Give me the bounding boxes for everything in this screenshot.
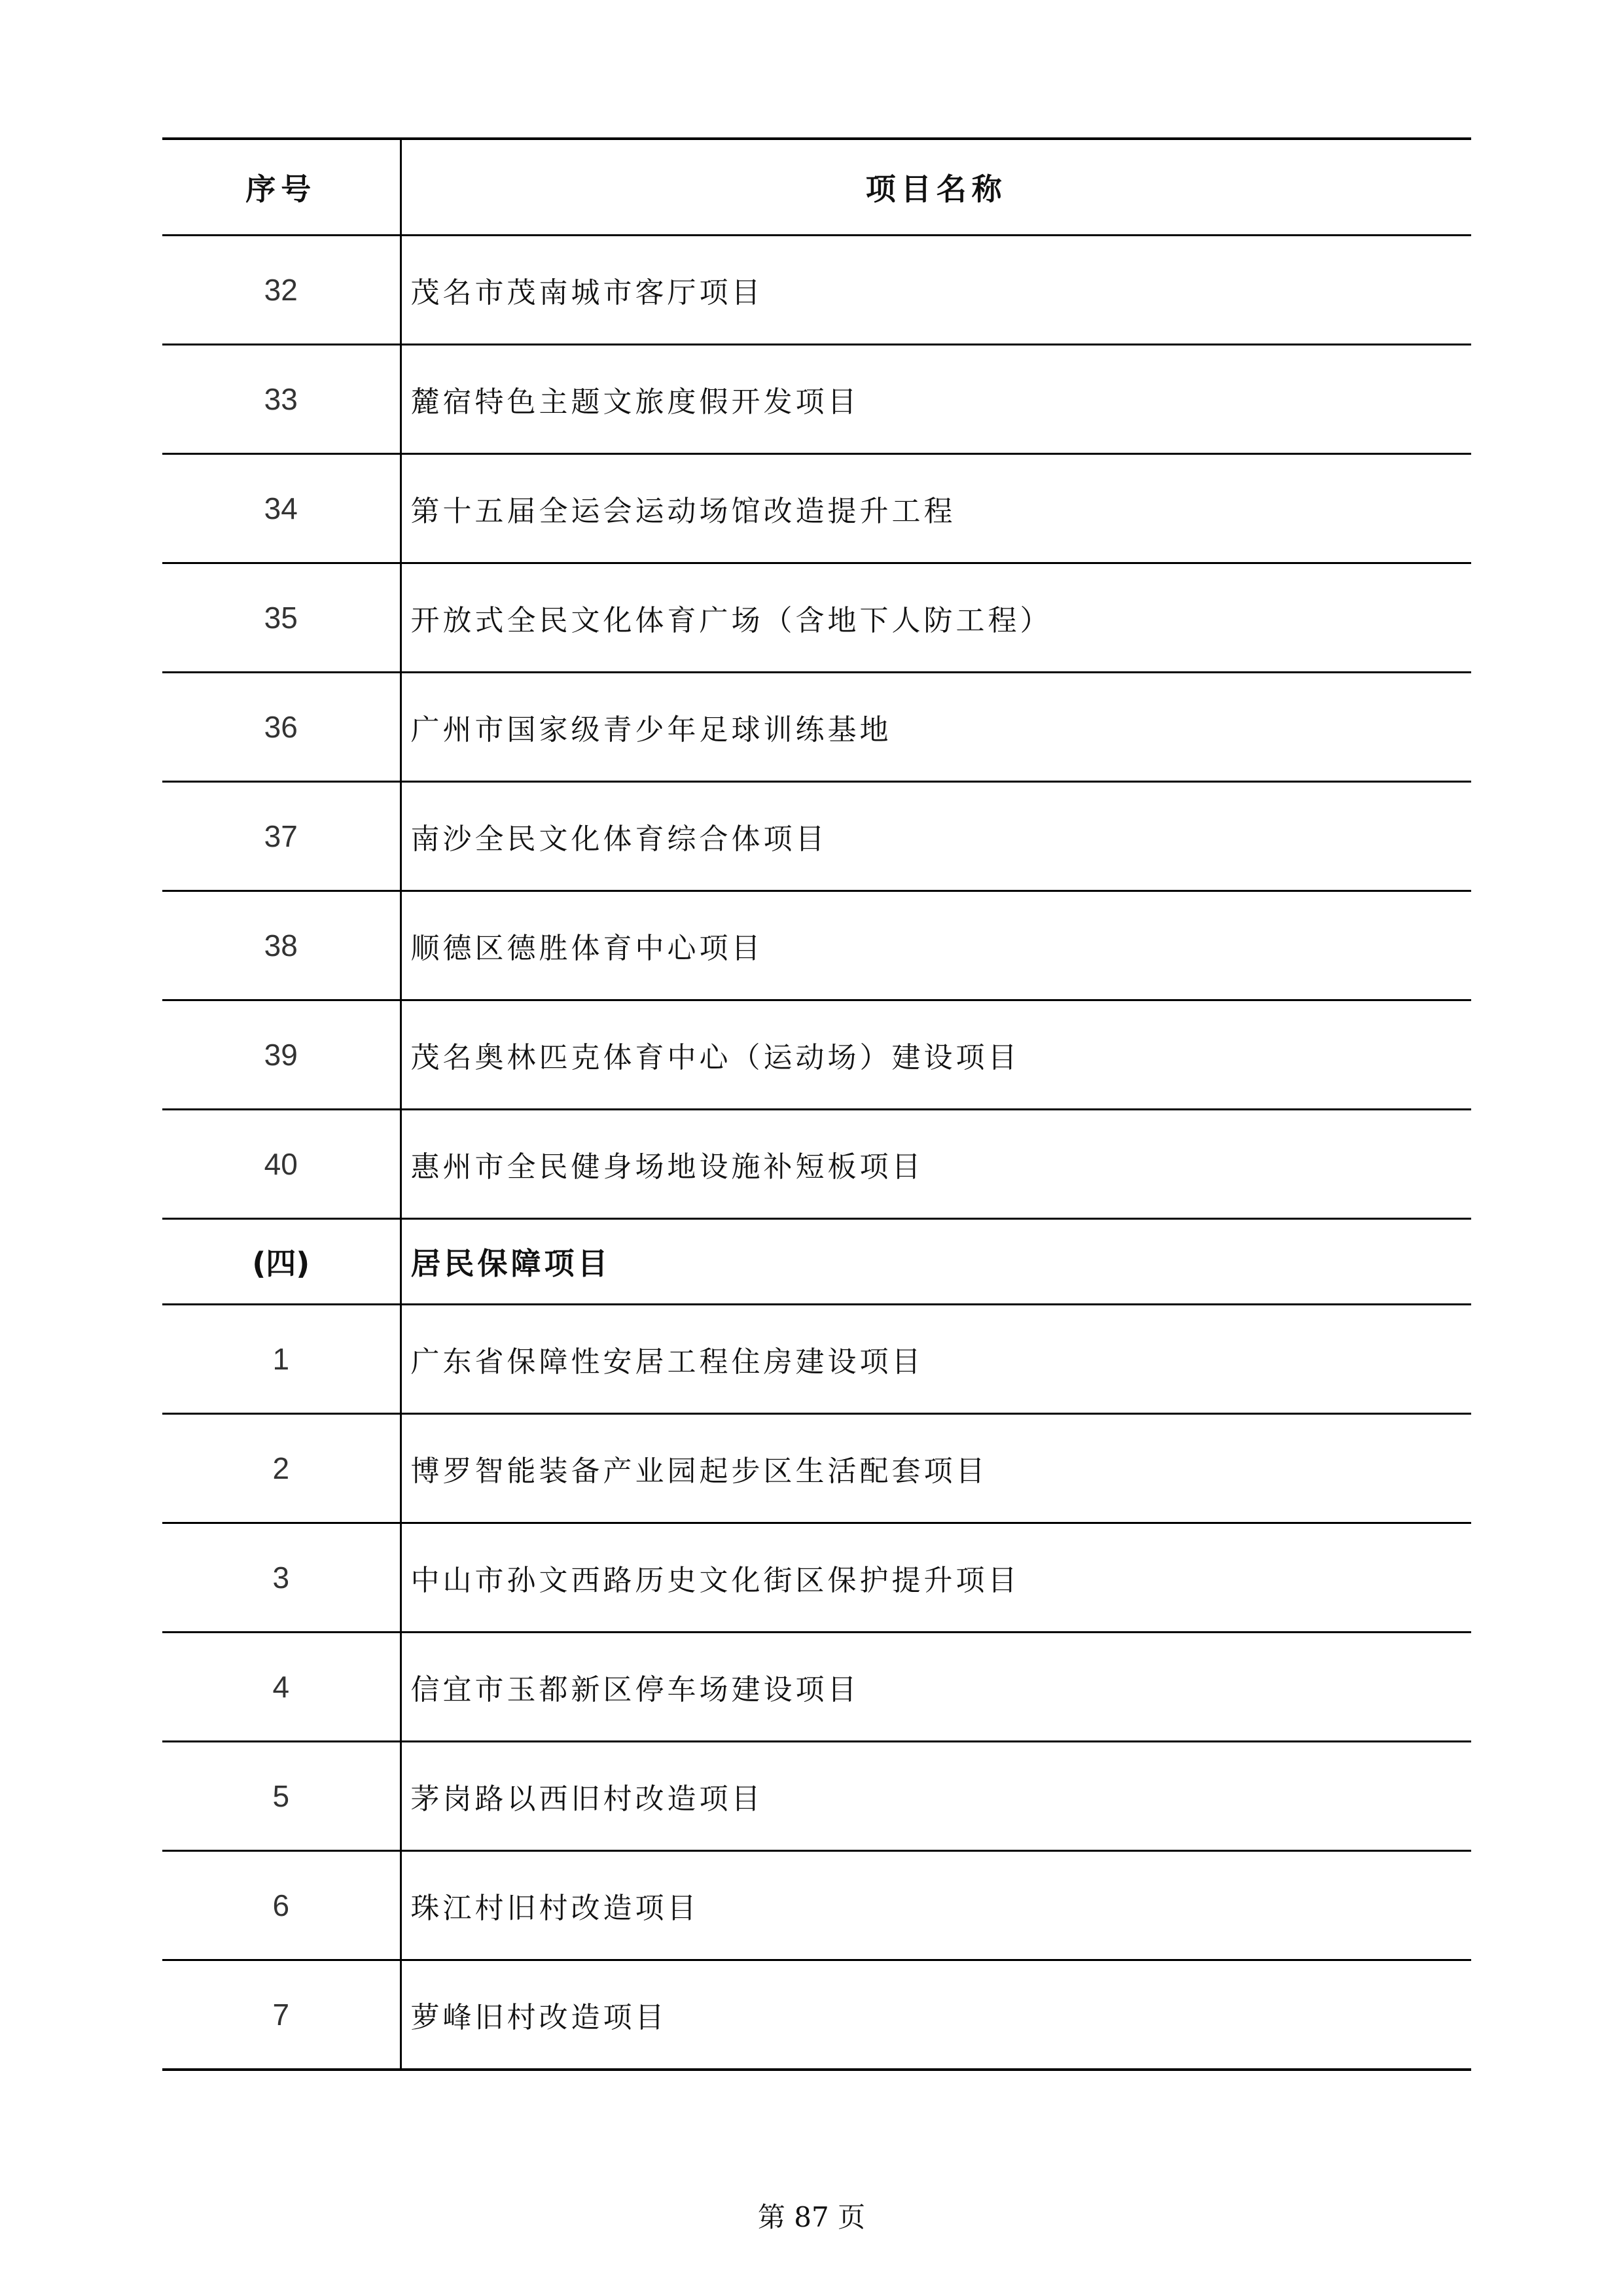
row-project-name: 麓宿特色主题文旅度假开发项目 xyxy=(410,385,860,419)
row-project-name: 广东省保障性安居工程住房建设项目 xyxy=(410,1345,924,1379)
header-seq: 序号 xyxy=(162,139,401,236)
table-row xyxy=(162,1523,1471,1633)
row-project-name: 萝峰旧村改造项目 xyxy=(410,2001,668,2034)
table-body xyxy=(162,236,1471,2070)
table-row xyxy=(162,1000,1471,1110)
row-project-name: 中山市孙文西路历史文化街区保护提升项目 xyxy=(410,1564,1020,1597)
table-header-row xyxy=(162,139,1471,236)
row-project-name: 珠江村旧村改造项目 xyxy=(410,1892,700,1925)
row-seq: 1 xyxy=(162,1305,401,1414)
page-number: 第 87 页 xyxy=(757,2201,866,2233)
row-project-name: 茂名奥林匹克体育中心（运动场）建设项目 xyxy=(410,1041,1020,1074)
row-seq: 39 xyxy=(162,1000,401,1110)
row-project-name: 居民保障项目 xyxy=(410,1246,611,1281)
table-row xyxy=(162,673,1471,782)
table-row xyxy=(162,1414,1471,1523)
table-row xyxy=(162,782,1471,891)
table-row xyxy=(162,1305,1471,1414)
section-row xyxy=(162,1219,1471,1305)
table-row xyxy=(162,1110,1471,1219)
row-project-name: 惠州市全民健身场地设施补短板项目 xyxy=(410,1150,924,1184)
row-project-name: 南沙全民文化体育综合体项目 xyxy=(410,822,828,856)
row-seq: 33 xyxy=(162,345,401,454)
row-seq: 40 xyxy=(162,1110,401,1219)
header-project-name: 项目名称 xyxy=(865,171,1007,207)
row-seq: 5 xyxy=(162,1742,401,1851)
row-seq: 35 xyxy=(162,563,401,673)
table-row xyxy=(162,563,1471,673)
table-row xyxy=(162,1742,1471,1851)
row-project-name: 博罗智能装备产业园起步区生活配套项目 xyxy=(410,1455,988,1488)
row-seq: 7 xyxy=(162,1960,401,2070)
table-row xyxy=(162,454,1471,563)
row-seq: 32 xyxy=(162,236,401,345)
row-project-name: 茂名市茂南城市客厅项目 xyxy=(410,276,764,309)
row-project-name: 开放式全民文化体育广场（含地下人防工程） xyxy=(410,604,1052,637)
table-row xyxy=(162,1851,1471,1960)
row-project-name: 广州市国家级青少年足球训练基地 xyxy=(410,713,892,747)
table-row xyxy=(162,1633,1471,1742)
row-seq: 38 xyxy=(162,891,401,1000)
row-seq: (四) xyxy=(162,1219,401,1305)
row-seq: 6 xyxy=(162,1851,401,1960)
row-seq: 34 xyxy=(162,454,401,563)
row-project-name: 信宜市玉都新区停车场建设项目 xyxy=(410,1673,860,1706)
row-project-name: 第十五届全运会运动场馆改造提升工程 xyxy=(410,495,956,528)
row-seq: 4 xyxy=(162,1633,401,1742)
row-seq: 37 xyxy=(162,782,401,891)
row-seq: 2 xyxy=(162,1414,401,1523)
row-project-name: 顺德区德胜体育中心项目 xyxy=(410,932,764,965)
table-row xyxy=(162,1960,1471,2070)
table-row xyxy=(162,891,1471,1000)
table-row xyxy=(162,236,1471,345)
row-seq: 36 xyxy=(162,673,401,782)
row-project-name: 茅岗路以西旧村改造项目 xyxy=(410,1782,764,1816)
table-row xyxy=(162,345,1471,454)
row-seq: 3 xyxy=(162,1523,401,1633)
project-table xyxy=(162,137,1471,2071)
